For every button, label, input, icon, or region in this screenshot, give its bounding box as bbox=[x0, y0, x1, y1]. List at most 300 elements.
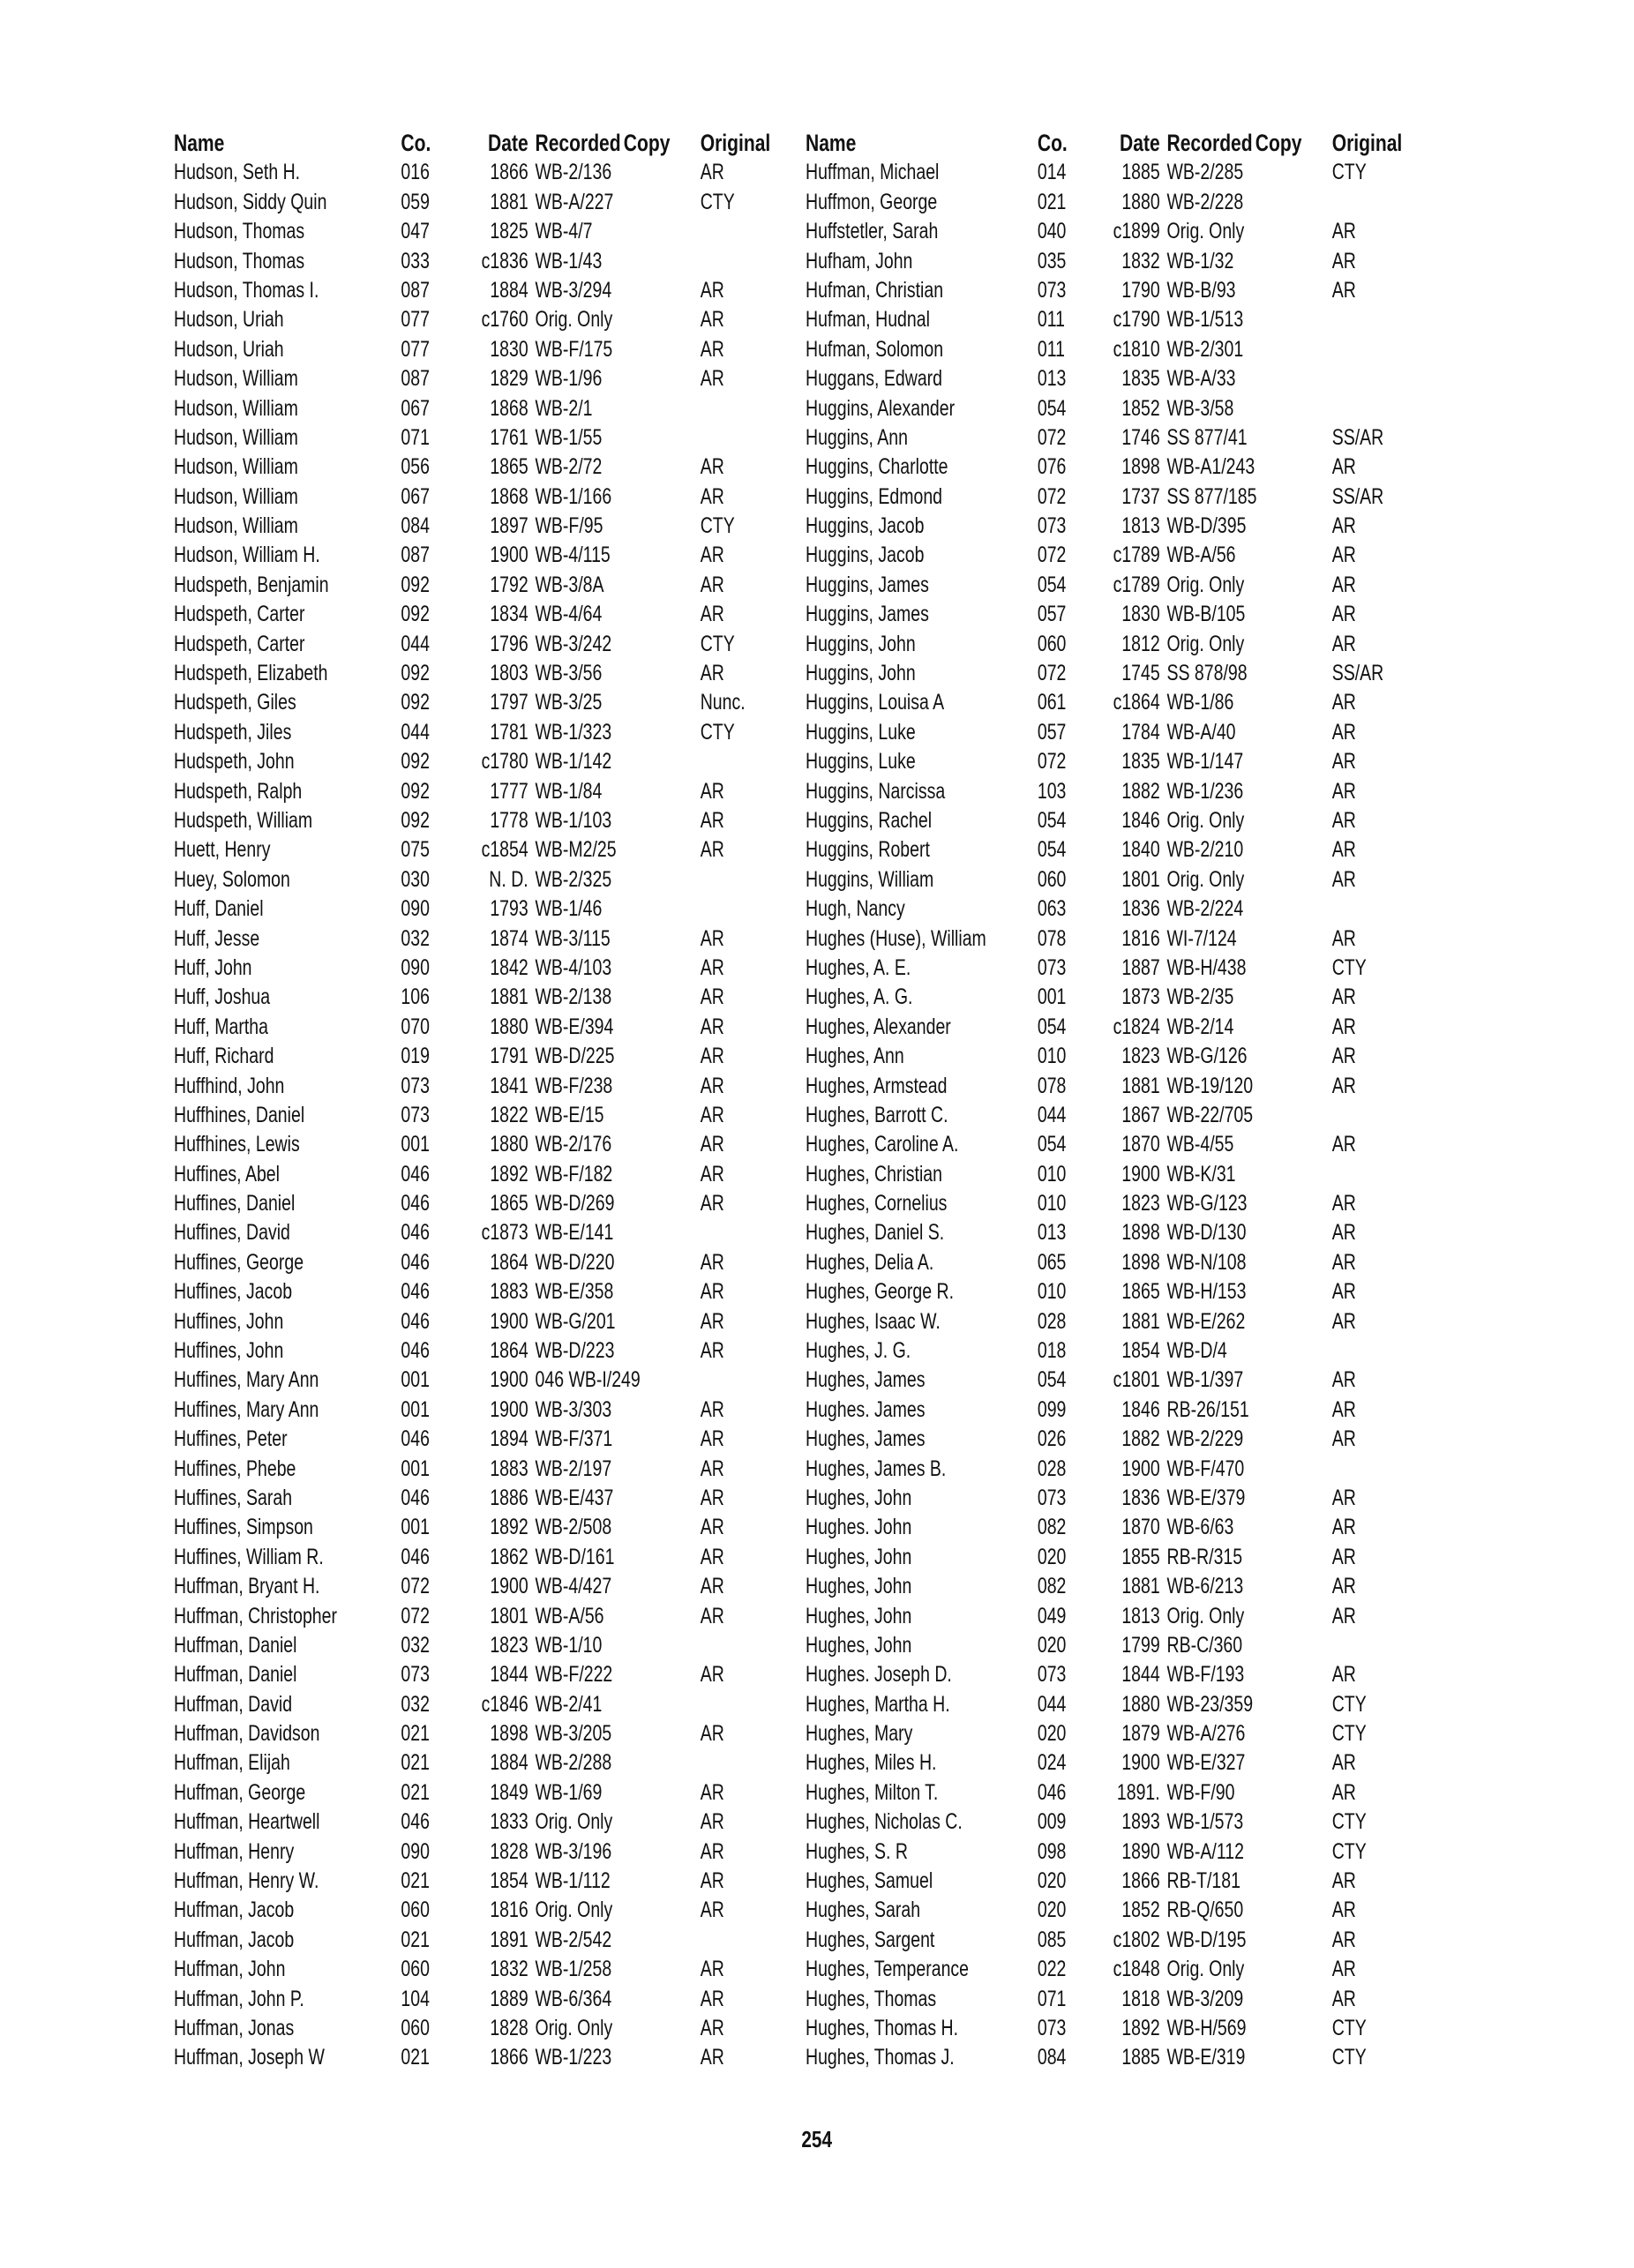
table-row bbox=[174, 1778, 793, 1808]
entry-name: Hughes, Samuel bbox=[806, 1868, 933, 1894]
entry-recorded-copy: WB-M2/25 bbox=[535, 837, 617, 863]
entry-name: Hudspeth, Carter bbox=[174, 631, 305, 656]
entry-recorded-copy: WB-6/364 bbox=[535, 1986, 612, 2011]
table-row bbox=[806, 1396, 1425, 1425]
entry-date: 1883 bbox=[490, 1279, 528, 1305]
entry-name: Huffhines, Daniel bbox=[174, 1102, 305, 1127]
entry-original: AR bbox=[1331, 1544, 1356, 1569]
entry-original: CTY bbox=[1331, 1838, 1367, 1864]
entry-recorded-copy: WB-F/175 bbox=[535, 336, 613, 362]
entry-county: 067 bbox=[401, 483, 430, 509]
entry-county: 020 bbox=[1037, 1632, 1067, 1658]
table-row bbox=[174, 1484, 793, 1513]
header-copy: Copy bbox=[1255, 130, 1302, 156]
entry-date: 1823 bbox=[1121, 1044, 1160, 1069]
table-row bbox=[174, 423, 793, 453]
table-row bbox=[174, 835, 793, 865]
table-row bbox=[174, 1072, 793, 1101]
table-row bbox=[174, 335, 793, 364]
table-row bbox=[806, 1572, 1425, 1601]
entry-county: 070 bbox=[401, 1014, 430, 1039]
entry-recorded-copy: WB-4/115 bbox=[535, 543, 611, 568]
entry-date: 1852 bbox=[1121, 395, 1160, 421]
table-row bbox=[806, 335, 1425, 364]
entry-county: 072 bbox=[1037, 543, 1067, 568]
table-row bbox=[806, 188, 1425, 217]
entry-original: SS/AR bbox=[1331, 424, 1384, 450]
entry-date: 1778 bbox=[490, 807, 528, 833]
entry-county: 026 bbox=[1037, 1426, 1067, 1452]
entry-name: Huffmon, George bbox=[806, 189, 938, 214]
entry-date: 1890 bbox=[1121, 1838, 1160, 1864]
entry-name: Huffines, Jacob bbox=[174, 1279, 293, 1305]
entry-name: Hughes (Huse), William bbox=[806, 925, 986, 951]
entry-date: c1848 bbox=[1113, 1957, 1160, 1982]
table-row bbox=[806, 1926, 1425, 1955]
table-row bbox=[806, 1867, 1425, 1896]
entry-county: 016 bbox=[401, 160, 430, 185]
table-row bbox=[806, 1160, 1425, 1189]
entry-date: 1822 bbox=[490, 1102, 528, 1127]
entry-name: Hughes, Delia A. bbox=[806, 1249, 934, 1275]
entry-recorded-copy: WB-2/197 bbox=[535, 1456, 612, 1481]
table-row bbox=[806, 1602, 1425, 1631]
entry-name: Huggins, James bbox=[806, 572, 929, 597]
entry-county: 046 bbox=[401, 1308, 430, 1334]
entry-date: 1846 bbox=[1121, 807, 1160, 833]
entry-county: 046 bbox=[401, 1191, 430, 1216]
entry-name: Huffines, George bbox=[174, 1249, 304, 1275]
table-row bbox=[174, 453, 793, 482]
entry-date: 1844 bbox=[490, 1662, 528, 1688]
entry-county: 009 bbox=[1037, 1809, 1067, 1835]
entry-original: AR bbox=[1331, 984, 1356, 1010]
table-row bbox=[806, 954, 1425, 983]
entry-date: 1865 bbox=[490, 454, 528, 480]
entry-county: 071 bbox=[1037, 1986, 1067, 2011]
entry-county: 072 bbox=[1037, 424, 1067, 450]
table-row bbox=[806, 1248, 1425, 1277]
entry-county: 054 bbox=[1037, 572, 1067, 597]
header-recorded: Recorded bbox=[535, 130, 621, 156]
entry-recorded-copy: WB-3/58 bbox=[1166, 395, 1234, 421]
entry-name: Huffman, Henry bbox=[174, 1838, 295, 1864]
table-row bbox=[806, 1013, 1425, 1042]
table-row bbox=[174, 1955, 793, 1984]
entry-name: Huggins, Jacob bbox=[806, 543, 925, 568]
entry-original: AR bbox=[1331, 866, 1356, 892]
entry-name: Hughes, John bbox=[806, 1603, 912, 1628]
entry-recorded-copy: WB-19/120 bbox=[1166, 1073, 1254, 1098]
entry-original: AR bbox=[1331, 837, 1356, 863]
entry-recorded-copy: RB-26/151 bbox=[1166, 1396, 1249, 1422]
entry-county: 073 bbox=[401, 1662, 430, 1688]
entry-recorded-copy: WB-1/223 bbox=[535, 2045, 612, 2070]
entry-original: AR bbox=[1331, 219, 1356, 244]
entry-county: 057 bbox=[1037, 602, 1067, 627]
entry-county: 046 bbox=[401, 1338, 430, 1364]
entry-county: 085 bbox=[1037, 1927, 1067, 1952]
entry-date: 1816 bbox=[1121, 925, 1160, 951]
entry-date: c1846 bbox=[481, 1691, 528, 1717]
entry-original: AR bbox=[1331, 1191, 1356, 1216]
entry-original: AR bbox=[700, 366, 724, 392]
entry-county: 092 bbox=[401, 778, 430, 804]
table-row bbox=[174, 1336, 793, 1366]
table-row bbox=[806, 423, 1425, 453]
entry-recorded-copy: WB-1/258 bbox=[535, 1957, 612, 1982]
entry-recorded-copy: WB-22/705 bbox=[1166, 1102, 1254, 1127]
entry-recorded-copy: WB-A/276 bbox=[1166, 1721, 1246, 1747]
entry-name: Hudspeth, Ralph bbox=[174, 778, 303, 804]
table-row bbox=[174, 865, 793, 894]
entry-original: AR bbox=[700, 1044, 724, 1069]
entry-county: 098 bbox=[1037, 1838, 1067, 1864]
entry-recorded-copy: WB-1/86 bbox=[1166, 690, 1234, 715]
entry-recorded-copy: WB-6/213 bbox=[1166, 1574, 1244, 1599]
table-row bbox=[806, 158, 1425, 187]
entry-name: Huff, Martha bbox=[174, 1014, 268, 1039]
table-row bbox=[174, 1366, 793, 1395]
entry-name: Hughes, Nicholas C. bbox=[806, 1809, 963, 1835]
entry-recorded-copy: WB-A/40 bbox=[1166, 719, 1236, 745]
table-row bbox=[806, 806, 1425, 835]
entry-county: 078 bbox=[1037, 925, 1067, 951]
table-row bbox=[174, 718, 793, 747]
table-row bbox=[174, 1748, 793, 1778]
entry-county: 018 bbox=[1037, 1338, 1067, 1364]
table-row bbox=[174, 1867, 793, 1896]
entry-recorded-copy: WB-1/103 bbox=[535, 807, 612, 833]
table-row bbox=[174, 305, 793, 334]
entry-recorded-copy: WB-D/4 bbox=[1166, 1338, 1227, 1364]
entry-date: 1813 bbox=[1121, 1603, 1160, 1628]
entry-date: 1886 bbox=[490, 1485, 528, 1510]
table-row bbox=[174, 483, 793, 512]
entry-original: SS/AR bbox=[1331, 661, 1384, 686]
entry-original: CTY bbox=[700, 631, 735, 656]
entry-county: 073 bbox=[401, 1073, 430, 1098]
table-row bbox=[174, 954, 793, 983]
entry-name: Huffman, John P. bbox=[174, 1986, 304, 2011]
entry-recorded-copy: WB-1/112 bbox=[535, 1868, 611, 1894]
entry-original: AR bbox=[700, 1603, 724, 1628]
entry-county: 044 bbox=[401, 631, 430, 656]
left-entries bbox=[174, 158, 791, 2072]
entry-name: Huggins, James bbox=[806, 602, 929, 627]
entry-original: AR bbox=[700, 1102, 724, 1127]
entry-original: AR bbox=[1331, 1574, 1356, 1599]
entry-name: Hudspeth, Jiles bbox=[174, 719, 292, 745]
entry-date: 1867 bbox=[1121, 1102, 1160, 1127]
entry-name: Huggins, Edmond bbox=[806, 483, 943, 509]
entry-county: 046 bbox=[401, 1161, 430, 1186]
table-row bbox=[174, 777, 793, 806]
entry-name: Hudson, William bbox=[174, 513, 298, 539]
table-row bbox=[806, 217, 1425, 246]
entry-county: 046 bbox=[401, 1249, 430, 1275]
entry-county: 021 bbox=[401, 1779, 430, 1805]
entry-name: Hughes, James bbox=[806, 1367, 926, 1393]
table-row bbox=[806, 1748, 1425, 1778]
entry-name: Huffman, Heartwell bbox=[174, 1809, 320, 1835]
table-row bbox=[174, 1808, 793, 1837]
entry-county: 073 bbox=[1037, 1662, 1067, 1688]
table-row bbox=[806, 394, 1425, 423]
entry-date: c1836 bbox=[481, 248, 528, 273]
table-row bbox=[806, 453, 1425, 482]
entry-recorded-copy: WB-E/358 bbox=[535, 1279, 614, 1305]
entry-county: 054 bbox=[1037, 1014, 1067, 1039]
entry-recorded-copy: WB-6/63 bbox=[1166, 1515, 1234, 1540]
entry-date: 1894 bbox=[490, 1426, 528, 1452]
entry-date: 1881 bbox=[1121, 1574, 1160, 1599]
entry-date: 1849 bbox=[490, 1779, 528, 1805]
entry-date: 1891 bbox=[490, 1927, 528, 1952]
entry-date: 1823 bbox=[1121, 1191, 1160, 1216]
entry-date: 1900 bbox=[490, 1396, 528, 1422]
entry-county: 054 bbox=[1037, 395, 1067, 421]
table-row bbox=[806, 1101, 1425, 1130]
entry-original: CTY bbox=[700, 189, 735, 214]
entry-name: Huggins, Robert bbox=[806, 837, 930, 863]
table-row bbox=[174, 188, 793, 217]
table-row bbox=[806, 1277, 1425, 1306]
entry-county: 073 bbox=[1037, 954, 1067, 980]
table-row bbox=[174, 364, 793, 393]
table-row bbox=[174, 1985, 793, 2014]
entry-date: 1746 bbox=[1121, 424, 1160, 450]
entry-recorded-copy: WB-1/573 bbox=[1166, 1809, 1244, 1835]
entry-date: 1813 bbox=[1121, 513, 1160, 539]
entry-county: 087 bbox=[401, 366, 430, 392]
entry-recorded-copy: RB-C/360 bbox=[1166, 1632, 1243, 1658]
table-row bbox=[806, 1719, 1425, 1748]
entry-recorded-copy: WB-2/210 bbox=[1166, 837, 1244, 863]
table-row bbox=[174, 1926, 793, 1955]
entry-recorded-copy: WB-2/1 bbox=[535, 395, 593, 421]
entry-county: 001 bbox=[401, 1367, 430, 1393]
entry-date: 1891. bbox=[1116, 1779, 1160, 1805]
table-row bbox=[174, 1572, 793, 1601]
table-row bbox=[806, 305, 1425, 334]
entry-date: 1823 bbox=[490, 1632, 528, 1658]
entry-county: 106 bbox=[401, 984, 430, 1010]
entry-county: 001 bbox=[401, 1396, 430, 1422]
entry-name: Hudspeth, Carter bbox=[174, 602, 305, 627]
entry-county: 103 bbox=[1037, 778, 1067, 804]
entry-name: Hughes, John bbox=[806, 1632, 912, 1658]
entry-original: AR bbox=[1331, 1073, 1356, 1098]
entry-date: 1865 bbox=[490, 1191, 528, 1216]
entry-county: 011 bbox=[1037, 307, 1065, 333]
entry-original: AR bbox=[700, 1662, 724, 1688]
entry-recorded-copy: WB-F/222 bbox=[535, 1662, 613, 1688]
table-row bbox=[806, 1425, 1425, 1454]
entry-date: c1810 bbox=[1113, 336, 1160, 362]
entry-original: Nunc. bbox=[700, 690, 746, 715]
entry-date: 1866 bbox=[490, 160, 528, 185]
entry-original: AR bbox=[700, 1544, 724, 1569]
entry-name: Hughes, Thomas J. bbox=[806, 2045, 955, 2070]
table-row bbox=[806, 1543, 1425, 1572]
entry-date: 1900 bbox=[490, 1308, 528, 1334]
header-original: Original bbox=[700, 130, 771, 156]
entry-recorded-copy: WB-E/394 bbox=[535, 1014, 614, 1039]
entry-name: Hughes, Milton T. bbox=[806, 1779, 939, 1805]
entry-recorded-copy: WB-F/95 bbox=[535, 513, 603, 539]
entry-county: 032 bbox=[401, 925, 430, 951]
entry-date: 1898 bbox=[1121, 1249, 1160, 1275]
entry-date: 1900 bbox=[1121, 1456, 1160, 1481]
entry-original: CTY bbox=[1331, 160, 1367, 185]
entry-recorded-copy: WB-2/229 bbox=[1166, 1426, 1244, 1452]
entry-original: AR bbox=[1331, 1308, 1356, 1334]
entry-county: 001 bbox=[401, 1132, 430, 1157]
entry-original: AR bbox=[1331, 1750, 1356, 1776]
entry-original: AR bbox=[1331, 749, 1356, 775]
table-row bbox=[806, 835, 1425, 865]
entry-date: 1880 bbox=[490, 1014, 528, 1039]
entry-county: 060 bbox=[401, 1897, 430, 1923]
entry-date: 1818 bbox=[1121, 1986, 1160, 2011]
entry-name: Hughes, Sarah bbox=[806, 1897, 921, 1923]
entry-date: 1854 bbox=[490, 1868, 528, 1894]
entry-name: Huffines, David bbox=[174, 1220, 290, 1246]
entry-recorded-copy: WI-7/124 bbox=[1166, 925, 1237, 951]
table-row bbox=[806, 541, 1425, 570]
entry-county: 020 bbox=[1037, 1721, 1067, 1747]
table-row bbox=[806, 1307, 1425, 1336]
header-co: Co. bbox=[401, 130, 431, 156]
entry-date: c1864 bbox=[1113, 690, 1160, 715]
column-header-row bbox=[174, 129, 793, 158]
entry-original: AR bbox=[700, 2016, 724, 2040]
entry-recorded-copy: WB-B/93 bbox=[1166, 277, 1236, 303]
entry-recorded-copy: WB-E/379 bbox=[1166, 1485, 1246, 1510]
table-row bbox=[806, 659, 1425, 688]
entry-recorded-copy: Orig. Only bbox=[535, 307, 613, 333]
entry-county: 010 bbox=[1037, 1044, 1067, 1069]
entry-county: 073 bbox=[1037, 513, 1067, 539]
entry-original: AR bbox=[1331, 543, 1356, 568]
entry-county: 056 bbox=[401, 454, 430, 480]
entry-recorded-copy: WB-G/201 bbox=[535, 1308, 616, 1334]
entry-recorded-copy: SS 877/41 bbox=[1166, 424, 1248, 450]
entry-date: 1801 bbox=[490, 1603, 528, 1628]
entry-date: 1900 bbox=[490, 543, 528, 568]
entry-county: 032 bbox=[401, 1632, 430, 1658]
entry-county: 082 bbox=[1037, 1574, 1067, 1599]
entry-recorded-copy: WB-3/242 bbox=[535, 631, 612, 656]
entry-county: 057 bbox=[1037, 719, 1067, 745]
entry-county: 084 bbox=[1037, 2045, 1067, 2070]
entry-county: 022 bbox=[1037, 1957, 1067, 1982]
entry-county: 061 bbox=[1037, 690, 1067, 715]
entry-recorded-copy: WB-F/182 bbox=[535, 1161, 613, 1186]
table-row bbox=[174, 1101, 793, 1130]
entry-name: Huggins, John bbox=[806, 631, 916, 656]
entry-recorded-copy: WB-K/31 bbox=[1166, 1161, 1236, 1186]
entry-recorded-copy: WB-1/397 bbox=[1166, 1367, 1244, 1393]
entry-date: 1865 bbox=[1121, 1279, 1160, 1305]
entry-original: AR bbox=[700, 454, 724, 480]
entry-county: 054 bbox=[1037, 807, 1067, 833]
entry-recorded-copy: WB-3/205 bbox=[535, 1721, 612, 1747]
entry-original: AR bbox=[1331, 1779, 1356, 1805]
entry-county: 046 bbox=[401, 1279, 430, 1305]
entry-county: 067 bbox=[401, 395, 430, 421]
entry-recorded-copy: WB-2/72 bbox=[535, 454, 603, 480]
entry-original: AR bbox=[700, 2045, 724, 2070]
entry-recorded-copy: SS 877/185 bbox=[1166, 483, 1257, 509]
entry-recorded-copy: WB-2/136 bbox=[535, 160, 612, 185]
header-recorded-copy bbox=[536, 129, 671, 158]
table-row bbox=[174, 1838, 793, 1867]
entry-recorded-copy: WB-A/112 bbox=[1166, 1838, 1244, 1864]
entry-county: 092 bbox=[401, 602, 430, 627]
entry-county: 010 bbox=[1037, 1161, 1067, 1186]
table-row bbox=[174, 158, 793, 187]
entry-original: AR bbox=[1331, 1132, 1356, 1157]
entry-date: 1866 bbox=[490, 2045, 528, 2070]
entry-date: 1801 bbox=[1121, 866, 1160, 892]
entry-original: AR bbox=[700, 1279, 724, 1305]
entry-name: Hughes, Mary bbox=[806, 1721, 913, 1747]
entry-original: AR bbox=[700, 307, 724, 333]
entry-date: 1812 bbox=[1121, 631, 1160, 656]
entry-recorded-copy: WB-A/33 bbox=[1166, 366, 1236, 392]
entry-name: Huggins, Luke bbox=[806, 749, 916, 775]
entry-date: c1824 bbox=[1113, 1014, 1160, 1039]
table-row bbox=[806, 512, 1425, 541]
entry-recorded-copy: WB-E/15 bbox=[535, 1102, 604, 1127]
entry-date: 1870 bbox=[1121, 1132, 1160, 1157]
entry-recorded-copy: WB-G/123 bbox=[1166, 1191, 1248, 1216]
table-row bbox=[174, 276, 793, 305]
entry-date: N. D. bbox=[489, 866, 528, 892]
entry-original: AR bbox=[700, 160, 724, 185]
entry-recorded-copy: WB-1/69 bbox=[535, 1779, 603, 1805]
entry-county: 013 bbox=[1037, 366, 1067, 392]
entry-date: c1760 bbox=[481, 307, 528, 333]
entry-date: 1898 bbox=[1121, 1220, 1160, 1246]
entry-original: AR bbox=[700, 602, 724, 627]
entry-county: 021 bbox=[401, 1868, 430, 1894]
entry-recorded-copy: WB-F/371 bbox=[535, 1426, 613, 1452]
entry-original: AR bbox=[700, 1721, 724, 1747]
entry-recorded-copy: WB-1/43 bbox=[535, 248, 603, 273]
entry-date: 1887 bbox=[1121, 954, 1160, 980]
entry-name: Hughes, Armstead bbox=[806, 1073, 948, 1098]
entry-original: AR bbox=[1331, 1426, 1356, 1452]
entry-original: AR bbox=[700, 1779, 724, 1805]
entry-date: 1777 bbox=[490, 778, 528, 804]
header-co: Co. bbox=[1037, 130, 1068, 156]
entry-recorded-copy: WB-4/55 bbox=[1166, 1132, 1234, 1157]
entry-name: Hudspeth, Giles bbox=[174, 690, 296, 715]
entry-county: 073 bbox=[1037, 2016, 1067, 2040]
table-row bbox=[806, 1778, 1425, 1808]
table-row bbox=[806, 1985, 1425, 2014]
entry-recorded-copy: WB-1/55 bbox=[535, 424, 603, 450]
table-row bbox=[806, 483, 1425, 512]
entry-original: AR bbox=[700, 807, 724, 833]
entry-county: 046 bbox=[1037, 1779, 1067, 1805]
entry-recorded-copy: WB-2/41 bbox=[535, 1691, 603, 1717]
entry-county: 047 bbox=[401, 219, 430, 244]
entry-original: CTY bbox=[1331, 1691, 1367, 1717]
